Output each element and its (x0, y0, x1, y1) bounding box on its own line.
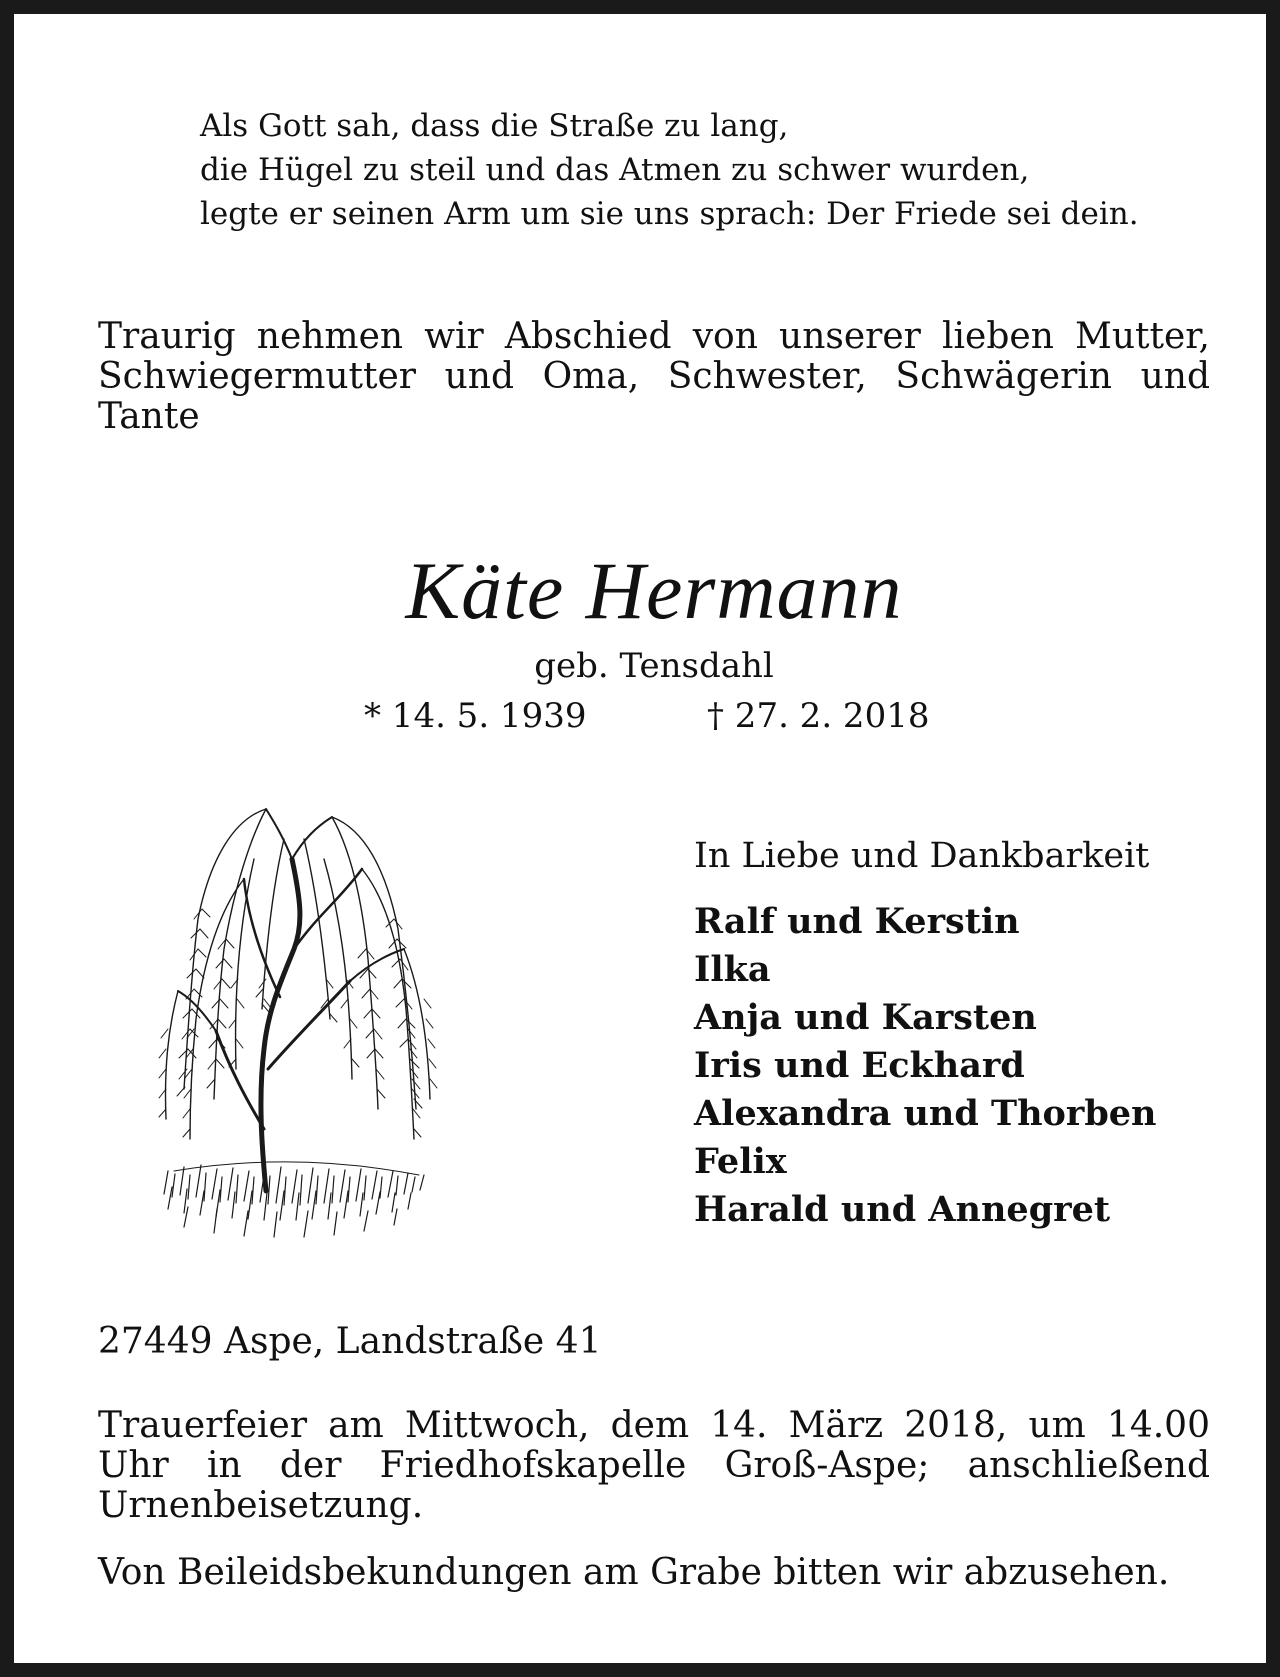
mourners-lead: In Liebe und Dankbarkeit (694, 836, 1150, 876)
intro-text: Traurig nehmen wir Abschied von unserer lieben Mutter, Schwiegermutter und Oma, Schwester, Schwägerin und Tante (98, 316, 1210, 437)
mourner-name: Ilka (694, 949, 771, 990)
mourner-name: Felix (694, 1141, 787, 1182)
poem-line: legte er seinen Arm um sie uns sprach: Der Friede sei dein. (200, 196, 1139, 232)
poem-line: die Hügel zu steil und das Atmen zu schwer wurden, (200, 152, 1030, 188)
mourner-name: Iris und Eckhard (694, 1045, 1025, 1086)
mourners (694, 832, 1157, 1234)
birth-name: geb. Tensdahl (534, 646, 774, 686)
funeral-service-info: Trauerfeier am Mittwoch, dem 14. März 2018, um 14.00 Uhr in der Friedhofskapelle Groß-Aspe; anschließend Urnenbeisetzung. (98, 1405, 1210, 1526)
condolence-note: Von Beileidsbekundungen am Grabe bitten wir abzusehen. (98, 1552, 1170, 1593)
birth-date: * 14. 5. 1939 (364, 696, 587, 736)
poem (200, 104, 1139, 236)
weeping-willow-icon (154, 799, 444, 1279)
mourner-name: Ralf und Kerstin (694, 901, 1020, 942)
mourner-name: Alexandra und Thorben (694, 1093, 1157, 1134)
poem-line: Als Gott sah, dass die Straße zu lang, (200, 108, 789, 144)
deceased-name: Käte Hermann (405, 545, 903, 636)
mourner-name: Anja und Karsten (694, 997, 1037, 1038)
mourner-name: Harald und Annegret (694, 1189, 1111, 1230)
address: 27449 Aspe, Landstraße 41 (98, 1321, 602, 1362)
death-date: † 27. 2. 2018 (707, 696, 930, 736)
